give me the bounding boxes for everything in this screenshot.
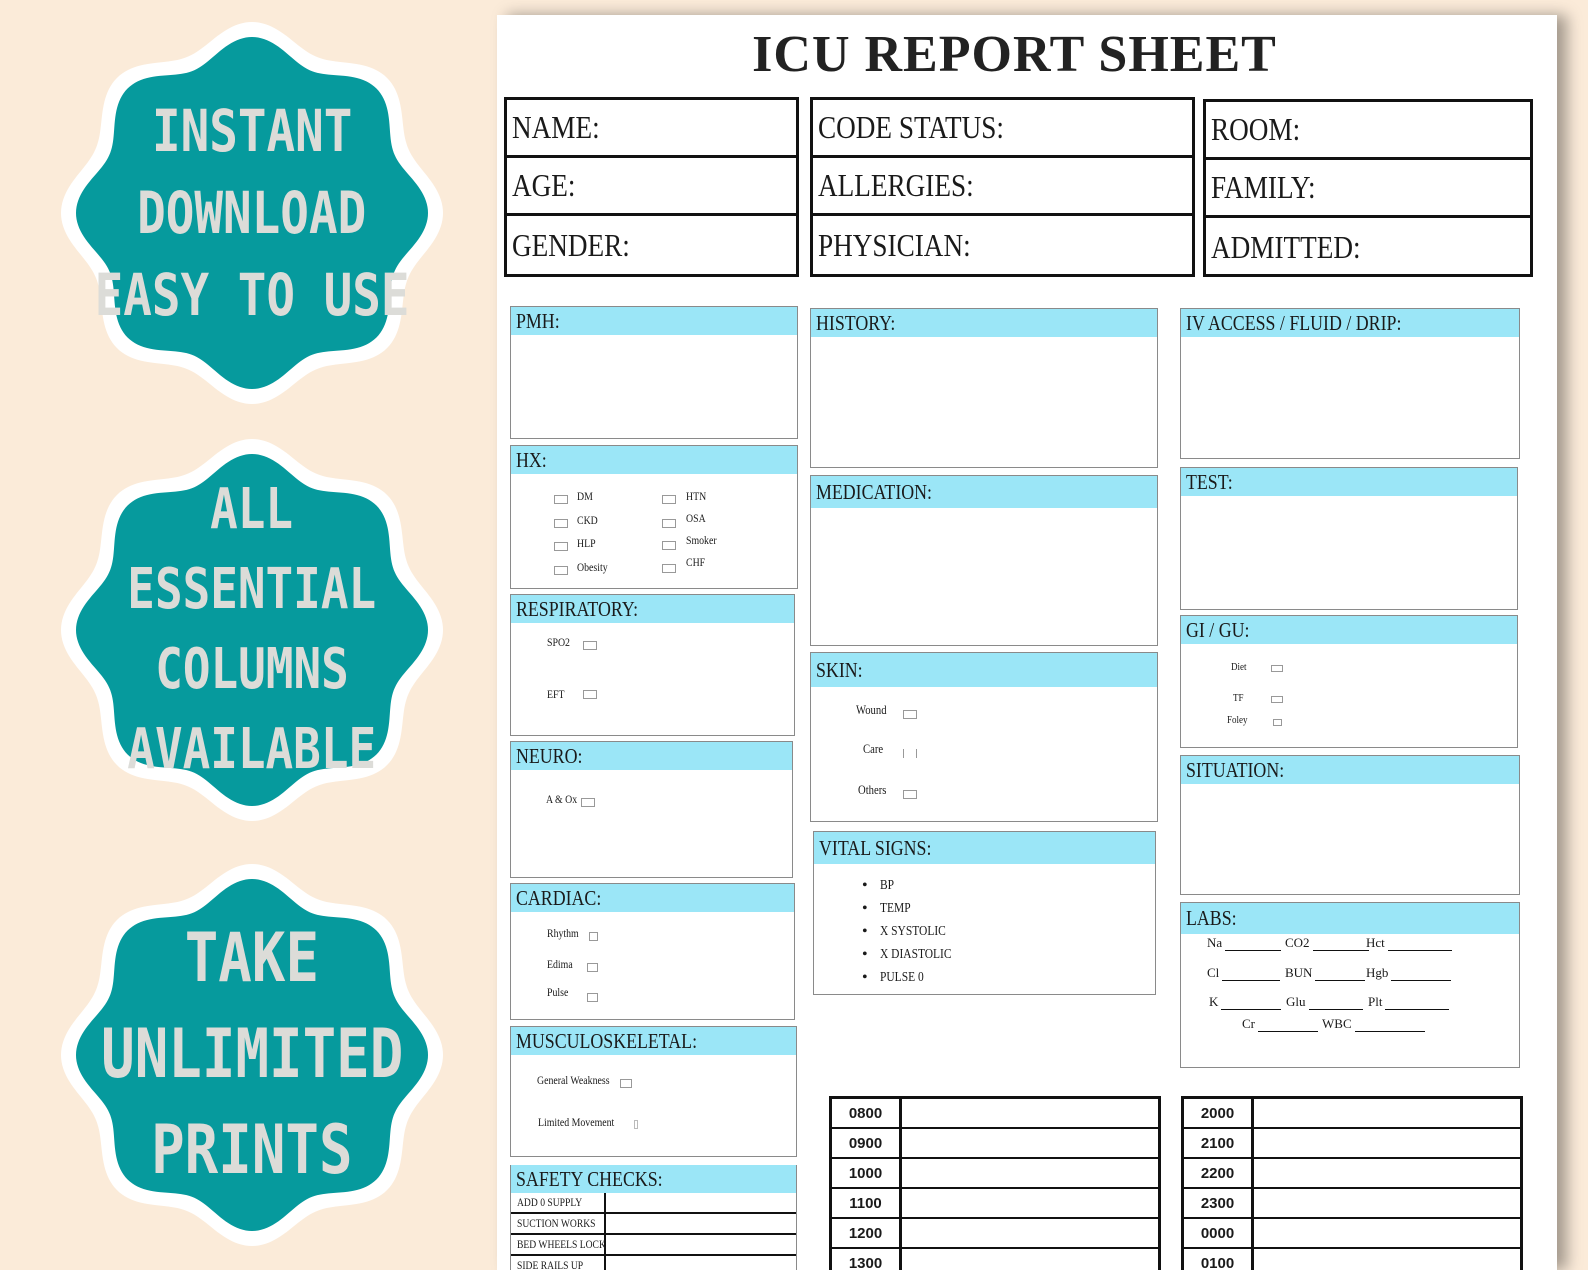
section-header — [811, 476, 1157, 508]
section-title: SITUATION: — [1186, 757, 1285, 782]
section-respiratory — [510, 594, 795, 736]
neuro-item-aox: A & Ox — [546, 792, 578, 806]
badge-line: COLUMNS — [155, 637, 349, 702]
section-header — [811, 309, 1157, 337]
patient-info-col2 — [810, 97, 1195, 277]
hx-item-dm: DM — [577, 489, 593, 503]
field-code-status[interactable] — [813, 100, 1192, 158]
patient-info-col1 — [504, 97, 799, 277]
section-header — [811, 653, 1157, 687]
section-history[interactable] — [810, 308, 1158, 468]
time-row[interactable] — [1184, 1189, 1520, 1219]
section-title: RESPIRATORY: — [516, 596, 639, 621]
badge-line: TAKE — [184, 919, 320, 998]
time-row[interactable] — [832, 1249, 1158, 1270]
checkbox-spo2[interactable] — [583, 641, 597, 650]
time-label: 0800 — [832, 1099, 902, 1127]
section-header — [1181, 756, 1519, 784]
section-header — [511, 446, 797, 474]
lab-co2[interactable]: CO2 — [1285, 935, 1369, 951]
field-gender[interactable] — [507, 216, 796, 274]
checkbox-tf[interactable] — [1271, 696, 1283, 703]
time-row[interactable] — [1184, 1219, 1520, 1249]
section-medication[interactable] — [810, 475, 1158, 646]
checkbox-chf[interactable] — [662, 564, 676, 573]
vital-item: • TEMP — [862, 897, 967, 920]
lab-hct[interactable]: Hct — [1366, 935, 1452, 951]
section-header — [511, 1165, 796, 1193]
badge-line: ESSENTIAL — [127, 557, 377, 622]
section-header — [511, 742, 792, 770]
section-labs — [1180, 902, 1520, 1068]
time-label: 1100 — [832, 1189, 902, 1217]
hx-item-osa: OSA — [686, 511, 706, 525]
badge-line: ALL — [210, 477, 294, 542]
checkbox-obesity[interactable] — [554, 566, 568, 575]
vital-item: • PULSE 0 — [862, 966, 967, 989]
field-name[interactable] — [507, 100, 796, 158]
gigu-item-foley: Foley — [1227, 714, 1248, 726]
hx-item-chf: CHF — [686, 555, 706, 569]
section-title: VITAL SIGNS: — [819, 835, 932, 860]
section-header — [1181, 309, 1519, 337]
checkbox-eft[interactable] — [583, 690, 597, 699]
badge-unlimited-prints — [52, 855, 452, 1255]
section-title: TEST: — [1186, 469, 1233, 494]
checkbox-smoker[interactable] — [662, 541, 676, 550]
section-vital-signs — [813, 831, 1156, 995]
lab-glu[interactable]: Glu — [1286, 994, 1363, 1010]
section-title: HX: — [516, 447, 547, 472]
section-test[interactable] — [1180, 467, 1518, 610]
time-row[interactable] — [1184, 1249, 1520, 1270]
section-title: MUSCULOSKELETAL: — [516, 1028, 698, 1053]
checkbox-others[interactable] — [903, 790, 917, 799]
cardiac-item-rhythm: Rhythm — [547, 926, 579, 940]
safety-row[interactable] — [511, 1214, 796, 1235]
safety-table — [511, 1193, 796, 1270]
vital-signs-list — [862, 874, 967, 989]
section-header — [1181, 616, 1517, 644]
gigu-item-tf: TF — [1233, 692, 1244, 704]
safety-row[interactable] — [511, 1193, 796, 1214]
time-label: 1000 — [832, 1159, 902, 1187]
time-grid-night — [1181, 1096, 1523, 1270]
skin-item-wound: Wound — [856, 702, 887, 717]
sheet-title: ICU REPORT SHEET — [752, 26, 1277, 83]
checkbox-htn[interactable] — [662, 495, 676, 504]
lab-k[interactable]: K — [1209, 994, 1281, 1010]
skin-item-care: Care — [863, 741, 884, 756]
checkbox-limited-movement[interactable] — [634, 1120, 638, 1129]
vital-item: • X DIASTOLIC — [862, 943, 967, 966]
time-row[interactable] — [832, 1099, 1158, 1129]
section-header — [814, 832, 1155, 864]
safety-label: ADD 0 SUPPLY — [517, 1195, 583, 1209]
field-label: ALLERGIES: — [818, 167, 974, 203]
section-header — [511, 884, 794, 912]
section-skin — [810, 652, 1158, 822]
field-room[interactable] — [1206, 102, 1530, 160]
badge-text — [52, 855, 452, 1255]
field-admitted[interactable] — [1206, 218, 1530, 276]
badge-essential-columns — [52, 430, 452, 830]
section-header — [511, 307, 797, 335]
section-title: PMH: — [516, 308, 560, 333]
vital-item: • X SYSTOLIC — [862, 920, 967, 943]
patient-info-col3 — [1203, 99, 1533, 277]
section-header — [1181, 903, 1519, 934]
time-row[interactable] — [832, 1189, 1158, 1219]
time-grid-day — [829, 1096, 1161, 1270]
section-title: MEDICATION: — [816, 479, 933, 504]
field-label: PHYSICIAN: — [818, 226, 971, 263]
hx-item-htn: HTN — [686, 489, 707, 503]
resp-item-eft: EFT — [547, 687, 565, 701]
checkbox-aox[interactable] — [581, 798, 595, 807]
field-allergies[interactable] — [813, 158, 1192, 216]
section-hx — [510, 445, 798, 589]
hx-item-hlp: HLP — [577, 536, 596, 550]
checkbox-rhythm[interactable] — [589, 932, 598, 941]
time-row[interactable] — [832, 1159, 1158, 1189]
field-label: CODE STATUS: — [818, 109, 1004, 145]
field-label: AGE: — [512, 167, 576, 203]
badge-text — [52, 430, 452, 830]
safety-label: SIDE RAILS UP — [517, 1258, 584, 1270]
checkbox-care[interactable] — [903, 749, 917, 758]
field-physician[interactable] — [813, 216, 1192, 274]
section-title: LABS: — [1186, 906, 1237, 930]
report-sheet — [497, 15, 1557, 1270]
section-safety-checks — [510, 1165, 797, 1270]
lab-cr[interactable]: Cr — [1242, 1016, 1318, 1032]
lab-hgb[interactable]: Hgb — [1366, 965, 1451, 981]
section-iv-access[interactable] — [1180, 308, 1520, 459]
checkbox-ckd[interactable] — [554, 519, 568, 528]
section-title: NEURO: — [516, 743, 583, 768]
lab-na[interactable]: Na — [1207, 935, 1281, 951]
time-label: 2300 — [1184, 1189, 1254, 1217]
checkbox-hlp[interactable] — [554, 542, 568, 551]
time-label: 0100 — [1184, 1249, 1254, 1270]
section-neuro — [510, 741, 793, 878]
section-title: IV ACCESS / FLUID / DRIP: — [1186, 310, 1402, 335]
hx-item-ckd: CKD — [577, 513, 598, 527]
safety-row[interactable] — [511, 1235, 796, 1256]
time-row[interactable] — [832, 1219, 1158, 1249]
resp-item-spo2: SPO2 — [547, 635, 570, 649]
badge-line: UNLIMITED — [100, 1015, 404, 1094]
safety-label: SUCTION WORKS — [517, 1216, 596, 1230]
checkbox-diet[interactable] — [1271, 665, 1283, 672]
checkbox-general-weakness[interactable] — [620, 1079, 632, 1088]
time-row[interactable] — [1184, 1129, 1520, 1159]
time-label: 2200 — [1184, 1159, 1254, 1187]
safety-row[interactable] — [511, 1256, 796, 1270]
skin-item-others: Others — [858, 782, 887, 797]
section-header — [511, 1027, 796, 1055]
section-title: CARDIAC: — [516, 885, 602, 910]
lab-bun[interactable]: BUN — [1285, 965, 1365, 981]
msk-item-limited-movement: Limited Movement — [538, 1115, 615, 1129]
hx-item-smoker: Smoker — [686, 533, 717, 547]
section-gi-gu — [1180, 615, 1518, 748]
field-label: ADMITTED: — [1211, 228, 1361, 265]
lab-plt[interactable]: Plt — [1368, 994, 1449, 1010]
badge-line: DOWNLOAD — [137, 179, 367, 247]
time-row[interactable] — [1184, 1159, 1520, 1189]
field-label: NAME: — [512, 109, 600, 145]
badge-text — [52, 13, 452, 413]
checkbox-osa[interactable] — [662, 519, 676, 528]
section-header — [1181, 468, 1517, 496]
hx-item-obesity: Obesity — [577, 560, 608, 574]
time-label: 1200 — [832, 1219, 902, 1247]
section-title: HISTORY: — [816, 310, 896, 335]
vital-item: • BP — [862, 874, 967, 897]
field-age[interactable] — [507, 158, 796, 216]
lab-cl[interactable]: Cl — [1207, 965, 1280, 981]
section-situation[interactable] — [1180, 755, 1520, 895]
checkbox-edima[interactable] — [587, 963, 598, 972]
time-label: 1300 — [832, 1249, 902, 1270]
checkbox-foley[interactable] — [1273, 719, 1282, 726]
time-label: 2000 — [1184, 1099, 1254, 1127]
checkbox-pulse[interactable] — [587, 993, 598, 1002]
time-row[interactable] — [832, 1129, 1158, 1159]
msk-item-general-weakness: General Weakness — [537, 1073, 610, 1087]
safety-label: BED WHEELS LOCK — [517, 1237, 606, 1251]
time-label: 0000 — [1184, 1219, 1254, 1247]
time-row[interactable] — [1184, 1099, 1520, 1129]
checkbox-wound[interactable] — [903, 710, 917, 719]
section-musculoskeletal — [510, 1026, 797, 1157]
section-cardiac — [510, 883, 795, 1020]
section-title: SAFETY CHECKS: — [516, 1166, 663, 1191]
time-label: 0900 — [832, 1129, 902, 1157]
gigu-item-diet: Diet — [1231, 661, 1247, 673]
badge-instant-download — [52, 13, 452, 413]
section-pmh[interactable] — [510, 306, 798, 439]
badge-line: INSTANT — [151, 97, 353, 165]
lab-wbc[interactable]: WBC — [1322, 1016, 1425, 1032]
checkbox-dm[interactable] — [554, 495, 568, 504]
time-label: 2100 — [1184, 1129, 1254, 1157]
field-label: ROOM: — [1211, 111, 1301, 147]
cardiac-item-pulse: Pulse — [547, 985, 569, 999]
section-header — [511, 595, 794, 623]
section-title: GI / GU: — [1186, 617, 1250, 642]
badge-line: AVAILABLE — [127, 717, 377, 782]
badge-line: PRINTS — [151, 1111, 353, 1190]
field-family[interactable] — [1206, 160, 1530, 218]
badge-line: EASY TO USE — [94, 261, 410, 329]
cardiac-item-edima: Edima — [547, 957, 573, 971]
section-title: SKIN: — [816, 657, 863, 682]
field-label: FAMILY: — [1211, 169, 1316, 205]
field-label: GENDER: — [512, 226, 630, 263]
